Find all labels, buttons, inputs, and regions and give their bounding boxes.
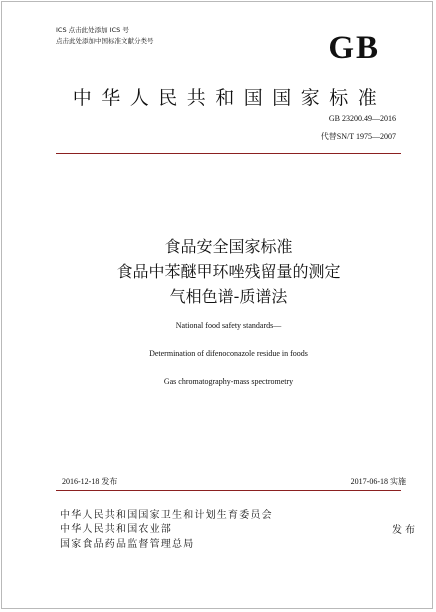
title-cn-line3: 气相色谱-质谱法	[169, 287, 288, 306]
ics-number: ICS 点击此处添加 ICS 号	[56, 26, 129, 34]
publish-label: 发布	[392, 525, 418, 536]
replaces-note: 代替SN/T 1975—2007	[320, 132, 396, 141]
standard-name: 中华人民共和国国家标准	[72, 87, 387, 109]
issue-date: 2016-12-18 发布	[62, 477, 118, 486]
gb-logo: GB	[328, 30, 380, 66]
issuer-line1: 中华人民共和国国家卫生和计划生育委员会	[60, 510, 273, 521]
classification-note: 点击此处添加中国标准文献分类号	[56, 37, 154, 45]
bottom-divider	[56, 490, 401, 491]
issuer-line3: 国家食品药品监督管理总局	[60, 539, 195, 550]
implementation-date: 2017-06-18 实施	[350, 477, 406, 486]
top-divider	[56, 153, 401, 154]
title-cn-line2: 食品中苯醚甲环唑残留量的测定	[116, 262, 341, 281]
title-en-line3: Gas chromatography-mass spectrometry	[163, 377, 294, 386]
title-en-line2: Determination of difenoconazole residue in foods	[149, 349, 308, 358]
issuer-line2: 中华人民共和国农业部	[60, 524, 172, 535]
title-cn-line1: 食品安全国家标准	[164, 237, 293, 256]
title-en-line1: National food safety standards—	[175, 321, 282, 330]
standard-code: GB 23200.49—2016	[328, 114, 396, 123]
